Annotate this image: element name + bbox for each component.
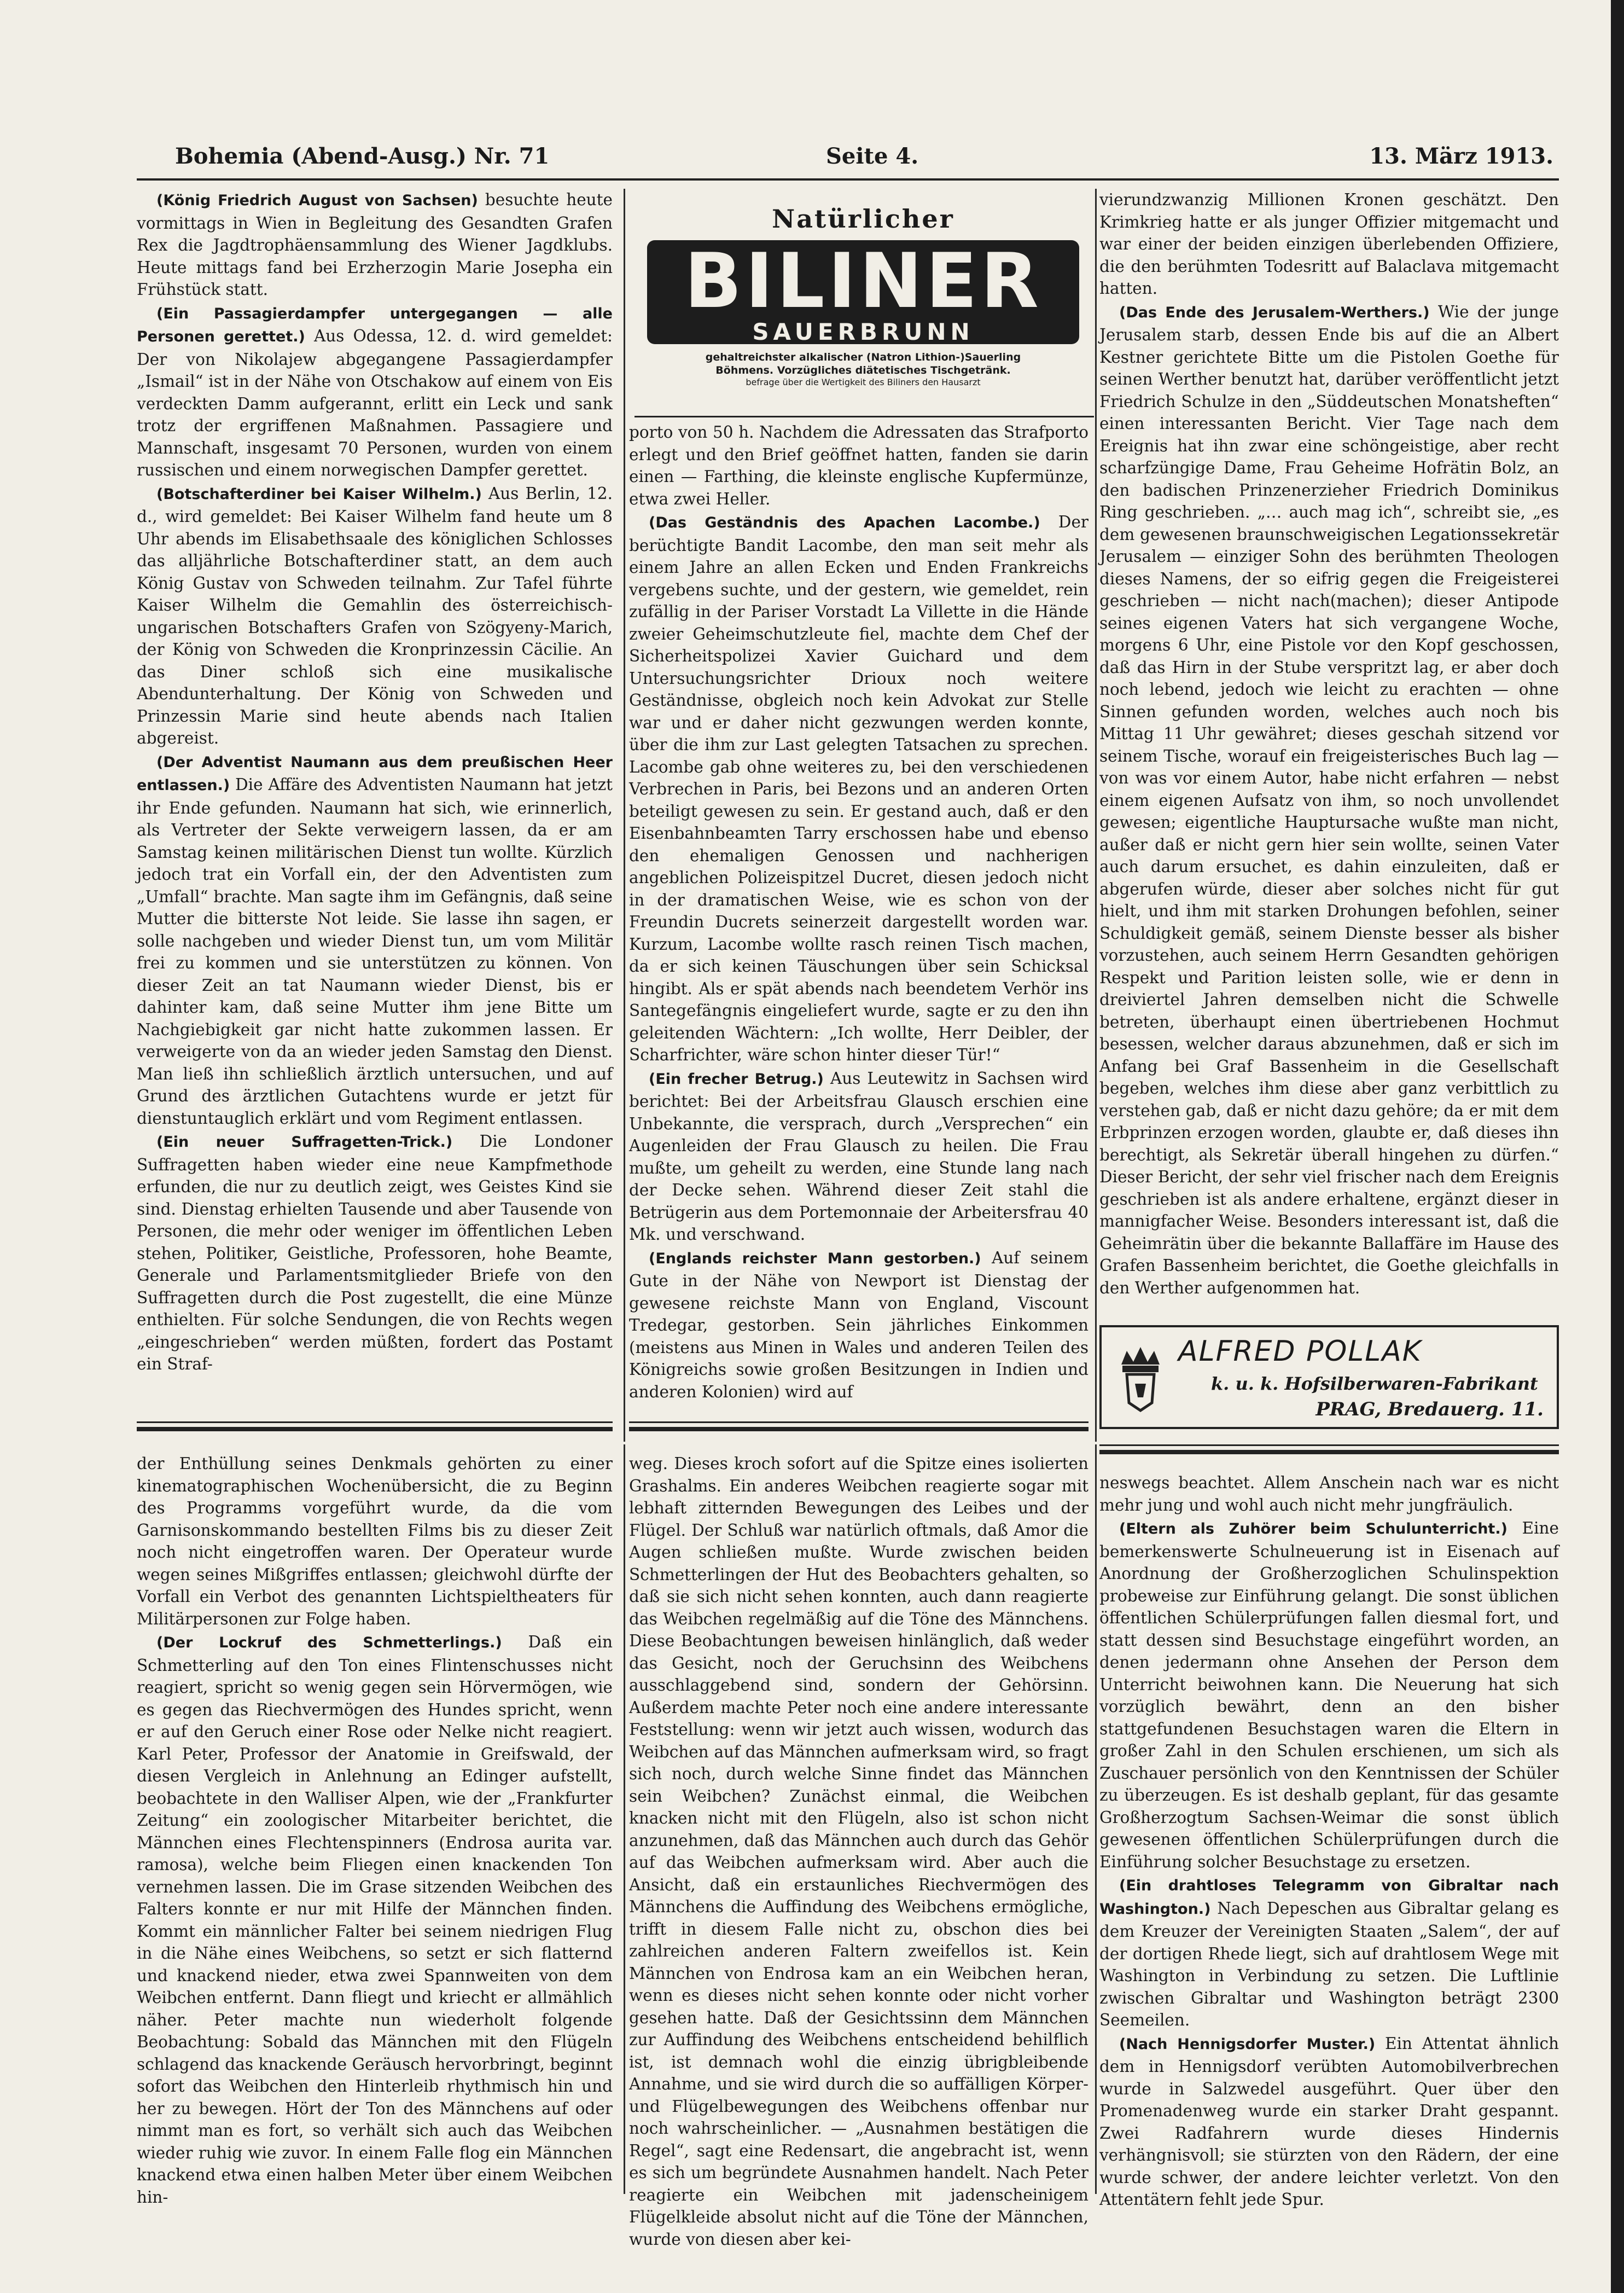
article-body: vierundzwanzig Millionen Kronen geschätzt. Den Krimkrieg hatte er als junger Offizier mitgemacht und war einer der beiden einzigen überlebenden Offiziere, die den berühmten Todesritt auf Balaclava mitgemacht hatten.: [1099, 190, 1559, 298]
article-paragraph: [137, 1631, 613, 2208]
article-body: porto von 50 h. Nachdem die Adressaten das Strafporto erlegt und den Brief geöffnet hatten, fanden sie darin einen — Farthing, die kleinste englische Kupfermünze, etwa zwei Heller.: [629, 423, 1089, 508]
article-body: neswegs beachtet. Allem Anschein nach war es nicht mehr jung und wohl auch nicht mehr jungfräulich.: [1099, 1473, 1559, 1514]
bottom-column-1: [137, 1453, 613, 2207]
page-edge-shadow: [1611, 0, 1624, 2293]
header-edition: Bohemia (Abend-Ausg.) Nr. 71: [175, 143, 550, 169]
ad-biliner-pre: Natürlicher: [772, 204, 954, 234]
article-title: (König Friedrich August von Sachsen): [156, 192, 478, 209]
article-paragraph: [1099, 1472, 1559, 1516]
pollak-advertisement: [1099, 1325, 1559, 1429]
article-body: Wie der junge Jerusalem starb, dessen Ende bis auf die an Albert Kestner gerichtete Bitte um die Pistolen Goethe für seinen Werther benutzt hat, darüber veröffentlicht jetzt Friedrich Schulze in den „Süddeutschen Monatsheften“ einen interessanten Bericht. Vier Tage nach dem Ereignis hat ihn zwar eine schöngeistige, aber recht scharfzüngige Dame, Frau Geheime Hofrätin Bolz, an den badischen Prinzenerzieher Friedrich Dominikus Ring geschrieben. „… auch mag ich“, schreibt sie, „es dem gewesenen braunschweigischen Legationssekretär Jerusalem — einziger Sohn des berühmten Theologen dieses Namens, der so eifrig gegen die Freigeisterei geschrieben — nicht nach(machen); dieser Antipode seines eigenen Vaters hat sich vergangene Woche, morgens 6 Uhr, eine Pistole vor den Kopf geschossen, daß das Hirn in der Stube verspritzt lag, er aber doch noch lebend, jedoch wie leicht zu erachten — ohne Sinnen gefunden worden, welches auch noch bis Mittag 11 Uhr gewähret; dieses geschah sitzend vor seinem Tische, worauf ein freigeisterisches Buch lag — von was vor einem Autor, habe nicht erfahren — nebst einem eigenen Aufsatz von ihm, so noch unvollendet gewesen; eigentliche Hauptursache wußte man nicht, außer daß er nicht gern hier sein wollte, seinen Vater auch darum ersuchet, es dahin einzuleiten, daß er abgerufen würde, dieser aber solches nicht für gut hielt, und ihm mit starken Drohungen befohlen, seiner Schuldigkeit gemäß, seinem Dienste besser als bisher vorzustehen, auch seinem Herrn Gesandten gehörigen Respekt und Parition leisten solle, wie er denn in dreiviertel Jahren demselben nicht die Schwelle betreten, überhaupt einen übertriebenen Hochmut besessen, welcher daraus abzunehmen, daß er sich im Anfang bei Graf Bassenheim in die Gesellschaft begeben, welches ihm diese aber ganz verbittlich zu verstehen gab, daß er nicht dazu gehöre; da er mit dem Erbprinzen erzogen worden, glaubte er, daß dieses ihn berechtigt, als Sekretär überall hingehen zu dürfen.“ Dieser Bericht, der sehr viel frischer nach dem Ereignis geschrieben ist als andere erhaltene, ergänzt dieser in mannigfacher Weise. Besonders interessant ist, daß die Geheimrätin über die bekannte Ballaffäre im Hause des Grafen Bassenheim berichtet, die Goethe gleichfalls in den Werther aufgenommen hat.: [1099, 302, 1559, 1297]
article-title: (Ein frecher Betrug.): [649, 1070, 824, 1088]
article-body: der Enthüllung seines Denkmals gehörten zu einer kinematographischen Wochenübersicht, die zu Beginn des Programms vorgeführt wurde, da die vom Garnisonskommando bestellten Films bis zu dieser Zeit noch nicht eingetroffen waren. Der Operateur wurde wegen seines Mißgriffes entlassen; gleichwohl dürfte der Vorfall ein Verbot des genannten Lichtspieltheaters für Militärpersonen zur Folge haben.: [137, 1454, 613, 1628]
article-title: (Das Ende des Jerusalem-Werthers.): [1119, 304, 1430, 321]
article-paragraph: [137, 1453, 613, 1630]
article-body: Aus Berlin, 12. d., wird gemeldet: Bei Kaiser Wilhelm fand heute um 8 Uhr abends im Elisabethsaale des königlichen Schlosses das alljährliche Botschafterdiner statt, an dem auch König Gustav von Schweden teilnahm. Zur Tafel führte Kaiser Wilhelm die Gemahlin des österreichisch-ungarischen Botschafters Grafen von Szögyeny-Marich, der König von Schweden die Kronprinzessin Cäcilie. An das Diner schloß sich eine musikalische Abendunterhaltung. Der König von Schweden und Prinzessin Marie sind heute abends nach Italien abgereist.: [137, 484, 613, 747]
article-title: (Das Geständnis des Apachen Lacombe.): [649, 514, 1040, 531]
article-paragraph: [137, 1130, 613, 1375]
article-paragraph: [629, 1067, 1089, 1246]
header-date: 13. März 1913.: [1369, 143, 1553, 169]
column-rule: [624, 1444, 625, 2194]
ad-biliner-line1: gehaltreichster alkalischer (Natron Lithion-)Sauerling: [705, 351, 1021, 363]
article-body: Der berüchtigte Bandit Lacombe, den man seit mehr als einem Jahre an allen Ecken und Enden Frankreichs vergebens suchte, und der gestern, wie gemeldet, rein zufällig in der Pariser Vorstadt La Villette in die Hände zweier Geheimschutzleute fiel, machte dem Chef der Sicherheitspolizei Xavier Guichard und dem Untersuchungsrichter Drioux noch weitere Geständnisse, obgleich noch kein Advokat zur Stelle war und er daher nicht gezwungen werden konnte, über die ihm zur Last gelegten Tatsachen zu sprechen. Lacombe gab ohne weiteres zu, bei den verschiedenen Verbrechen in Paris, bei Bezons und an anderen Orten beteiligt gewesen zu sein. Er gestand auch, daß er den Eisenbahnbeamten Tarry erschossen habe und ebenso den ehemaligen Genossen und nachherigen angeblichen Polizeispitzel Ducret, diesen jedoch nicht in der dramatischen Weise, wie es schon von der Freundin Ducrets seinerzeit dargestellt worden war. Kurzum, Lacombe wollte rasch reinen Tisch machen, da er sich keinen Täuschungen über sein Schicksal hingibt. Als er spät abends nach beendetem Verhör ins Santegefängnis eingeliefert wurde, sagte er zu den ihn geleitenden Wächtern: „Ich wollte, Herr Deibler, der Scharfrichter, wäre schon hinter dieser Tür!“: [629, 513, 1089, 1064]
article-body: Aus Leutewitz in Sachsen wird berichtet: Bei der Arbeitsfrau Glausch erschien eine Unbekannte, die versprach, durch „Versprechen“ ein Augenleiden der Frau Glausch zu heilen. Die Frau mußte, um geheilt zu werden, eine Stunde lang nach der Decke sehen. Während dieser Zeit stahl die Betrügerin aus dem Portemonnaie der Arbeitersfrau 40 Mk. und verschwand.: [629, 1069, 1089, 1244]
section-separator-rule: [137, 1421, 613, 1431]
column-rule: [624, 189, 625, 1442]
article-paragraph: [137, 483, 613, 750]
ad-biliner-sub: SAUERBRUNN: [752, 318, 974, 345]
article-paragraph: [137, 751, 613, 1130]
article-body: Nach Depeschen aus Gibraltar gelang es dem Kreuzer der Vereinigten Staaten „Salem“, der auf der dortigen Rhede liegt, sich auf drahtlosem Wege mit Washington in Verbindung zu setzen. Die Luftlinie zwischen Gibraltar und Washington beträgt 2300 Seemeilen.: [1099, 1899, 1559, 2029]
article-body: besuchte heute vormittags in Wien in Begleitung des Gesandten Grafen Rex die Jagdtrophäensammlung des Wiener Jagdklubs. Heute mittags fand bei Erzherzogin Marie Josepha ein Frühstück statt.: [137, 190, 613, 299]
biliner-advertisement: [633, 194, 1093, 413]
article-paragraph: [1099, 1517, 1559, 1873]
article-title: (Botschafterdiner bei Kaiser Wilhelm.): [156, 485, 482, 503]
top-column-1: [137, 189, 613, 1417]
column-rule: [1095, 189, 1097, 1442]
ad-biliner-line2: Böhmens. Vorzügliches diätetisches Tischgetränk.: [715, 364, 1011, 376]
page-header: [175, 143, 1553, 176]
article-title: (Der Adventist Naumann aus dem preußischen Heer entlassen.): [137, 753, 613, 794]
article-title: (Englands reichster Mann gestorben.): [649, 1250, 981, 1267]
top-column-2: [629, 421, 1089, 1417]
top-column-3: [1099, 189, 1559, 1310]
header-rule: [137, 178, 1559, 181]
article-body: Auf seinem Gute in der Nähe von Newport ist Dienstag der gewesene reichste Mann von England, Viscount Tredegar, gestorben. Sein jährliches Einkommen (meistens aus Minen in Wales und anderen Teilen des Königreichs sowie großen Besitzungen in Indien und anderen Kolonien) wird auf: [629, 1248, 1089, 1401]
ad-pollak-line2: k. u. k. Hofsilberwaren-Fabrikant: [1211, 1373, 1538, 1394]
bottom-column-2: [629, 1453, 1089, 2249]
article-title: (Ein Passagierdampfer untergegangen — alle Personen gerettet.): [137, 305, 613, 345]
article-title: (Eltern als Zuhörer beim Schulunterricht.): [1119, 1520, 1507, 1537]
article-paragraph: [137, 302, 613, 481]
ad-pollak-name: ALFRED POLLAK: [1178, 1335, 1422, 1368]
article-title: (Ein drahtloses Telegramm von Gibraltar nach Washington.): [1099, 1877, 1559, 1918]
article-paragraph: [629, 1453, 1089, 2250]
article-body: weg. Dieses kroch sofort auf die Spitze eines isolierten Grashalms. Ein anderes Weibchen reagierte sogar mit lebhaft zitternden Bewegungen des Leibes und der Flügel. Der Schluß war natürlich oftmals, daß Amor die Augen schließen mußte. Wurde zwischen beiden Schmetterlingen der Hut des Beobachters gehalten, so daß sie sich nicht sehen konnten, auch dann reagierte das Weibchen regelmäßig auf die Töne des Männchens. Diese Beobachtungen beweisen hinlänglich, daß weder das Gesicht, noch der Geruchsinn des Weibchens ausschlaggebend sind, sondern der Gehörsinn. Außerdem machte Peter noch eine andere interessante Feststellung: wenn wir jetzt auch wissen, wodurch das Weibchen auf das Männchen aufmerksam wird, so fragt sich noch, durch welche Sinne findet das Männchen sein Weibchen? Zunächst einmal, die Weibchen knacken nicht mit den Flügeln, also ist schon nicht anzunehmen, daß das Männchen auch durch das Gehör auf das Weibchen aufmerksam wird. Aber auch die Ansicht, daß ein erstaunliches Riechvermögen des Männchens die Auffindung des Weibchens ermögliche, trifft in diesem Falle nicht zu, obschon dies bei zahlreichen anderen Faltern zweifellos ist. Kein Männchen von Endrosa kam an ein Weibchen heran, wenn es dieses nicht sehen konnte oder nicht vorher gesehen hatte. Daß der Gesichtssinn dem Männchen zur Auffindung des Weibchens entscheidend behilflich ist, ist demnach wohl die einzig übrigbleibende Annahme, und sie wird durch die so auffälligen Körper- und Flügelbewegungen des Weibchens offenbar nur noch wahrscheinlicher. — „Ausnahmen bestätigen die Regel“, sagt eine Redensart, die angebracht ist, wenn es sich um begründete Ausnahmen handelt. Nach Peter reagierte ein Weibchen mit jadenscheinigem Flügelkleide absolut nicht auf die Töne der Männchen, wurde von diesen aber kei-: [629, 1454, 1089, 2249]
article-title: (Der Lockruf des Schmetterlings.): [156, 1634, 502, 1651]
ad-biliner-line3: befrage über die Wertigkeit des Biliners den Hausarzt: [746, 377, 981, 387]
header-page-number: Seite 4.: [826, 143, 919, 169]
section-separator-rule: [629, 1421, 1089, 1431]
article-paragraph: [1099, 1874, 1559, 2031]
article-paragraph: [629, 511, 1089, 1066]
article-body: Aus Odessa, 12. d. wird gemeldet: Der von Nikolajew abgegangene Passagierdampfer „Ismail“ ist in der Nähe von Otschakow auf einem von Eis verdeckten Damm aufgerannt, erlitt ein Leck und sank trotz der ergriffenen Maßnahmen. Passagiere und Mannschaft, insgesamt 70 Personen, wurden von einem russischen und einem norwegischen Dampfer gerettet.: [137, 327, 613, 479]
section-separator-rule: [1099, 1444, 1559, 1454]
crown-emblem-icon: [1116, 1343, 1165, 1414]
article-paragraph: [1099, 189, 1559, 300]
article-title: (Ein neuer Suffragetten-Trick.): [156, 1134, 453, 1151]
article-paragraph: [1099, 2033, 1559, 2211]
ad-separator-rule: [635, 416, 1094, 419]
column-rule: [1095, 1444, 1097, 2194]
bottom-column-3: [1099, 1472, 1559, 2209]
ad-pollak-line3: PRAG, Bredauerg. 11.: [1316, 1398, 1544, 1420]
article-paragraph: [629, 1247, 1089, 1403]
article-body: Die Londoner Suffragetten haben wieder eine neue Kampfmethode erfunden, die nur zu deutlich zeigt, wes Geistes Kind sie sind. Dienstag erhielten Tausende und aber Tausende von Personen, die mehr oder weniger im öffentlichen Leben stehen, Politiker, Geistliche, Professoren, hohe Beamte, Generale und Parlamentsmitglieder Briefe von den Suffragetten durch die Post zugestellt, die eine Münze enthielten. Für solche Sendungen, die von Rechts wegen „eingeschrieben“ werden müßten, fordert das Postamt ein Straf-: [137, 1132, 613, 1373]
article-paragraph: [1099, 301, 1559, 1299]
article-body: Eine bemerkenswerte Schulneuerung ist in Eisenach auf Anordnung der Großherzoglichen Schulinspektion probeweise zur Einführung gelangt. Die sonst üblichen öffentlichen Schülerprüfungen fallen diesmal fort, und statt dessen sind Besuchstage eingeführt worden, an denen jedermann ohne Ansehen der Person dem Unterricht beiwohnen kann. Die Neuerung hat sich vorzüglich bewährt, denn an den bisher stattgefundenen Besuchstagen waren die Eltern in großer Zahl in den Schulen erschienen, um sich als Zuschauer persönlich von den Kenntnissen der Schüler zu überzeugen. Es ist deshalb geplant, für das gesamte Großherzogtum Sachsen-Weimar die sonst üblich gewesenen öffentlichen Schülerprüfungen durch die Einführung solcher Besuchstage zu ersetzen.: [1099, 1519, 1559, 1871]
article-body: Daß ein Schmetterling auf den Ton eines Flintenschusses nicht reagiert, spricht so wenig gegen sein Hörvermögen, wie es gegen das Riechvermögen des Hundes spricht, wenn er auf den Geruch einer Rose oder Nelke nicht reagiert. Karl Peter, Professor der Anatomie in Greifswald, der diesen Vergleich in Anlehnung an Edinger aufstellt, beobachtete in den Walliser Alpen, wie der „Frankfurter Zeitung“ ein zoologischer Mitarbeiter berichtet, die Männchen eines Flechtenspinners (Endrosa aurita var. ramosa), welche beim Fliegen einen knackenden Ton vernehmen lassen. Die im Grase sitzenden Weibchen des Falters konnte er nur mit Hilfe der Männchen finden. Kommt ein männlicher Falter bei seinem niedrigen Flug in die Nähe eines Weibchens, so setzt er sich flatternd und knackend nieder, etwa zwei Spannweiten von dem Weibchen entfernt. Dann fliegt und kriecht er allmählich näher. Peter machte nun wiederholt folgende Beobachtung: Sobald das Männchen mit den Flügeln schlagend das knackende Geräusch hervorbringt, beginnt sofort das Weibchen den Hinterleib rhythmisch hin und her zu bewegen. Hört der Ton des Männchens auf oder nimmt man es fort, so verhält sich auch das Weibchen wieder ruhig wie zuvor. In einem Falle flog ein Männchen knackend etwa einen halben Meter über einem Weibchen hin-: [137, 1633, 613, 2207]
article-title: (Nach Hennigsdorfer Muster.): [1119, 2035, 1376, 2053]
article-body: Die Affäre des Adventisten Naumann hat jetzt ihr Ende gefunden. Naumann hat sich, wie erinnerlich, als Vertreter der Sekte verweigern lassen, da er am Samstag keinen militärischen Dienst tun wollte. Kürzlich jedoch trat ein Vorfall ein, der den Adventisten zum „Umfall“ brachte. Man sagte ihm im Gefängnis, daß seine Mutter die bitterste Not leide. Sie lasse ihn sagen, er solle nachgeben und wieder Dienst tun, um vom Militär frei zu kommen und sie unterstützen zu können. Von dieser Zeit an tat Naumann wieder Dienst, bis er dahinter kam, daß seine Mutter ihm jene Bitte um Nachgiebigkeit gar nicht hatte zukommen lassen. Er verweigerte von da an wieder jeden Samstag den Dienst. Man ließ ihn schließlich ärztlich untersuchen, und auf Grund des ärztlichen Gutachtens wurde er jetzt für dienstuntauglich erklärt und vom Regiment entlassen.: [137, 775, 613, 1128]
ad-biliner-brand: BILINER: [684, 237, 1042, 325]
article-body: Ein Attentat ähnlich dem in Hennigsdorf verübten Automobilverbrechen wurde in Salzwedel ausgeführt. Quer über den Promenadenweg wurde ein starker Draht gespannt. Zwei Radfahrern wurde dieses Hindernis verhängnisvoll; sie stürzten von den Rädern, der eine wurde schwer, der andere leichter verletzt. Von den Attentätern fehlt jede Spur.: [1099, 2034, 1559, 2209]
article-paragraph: [137, 189, 613, 301]
article-paragraph: [629, 421, 1089, 510]
ad-biliner-logo: [647, 237, 1079, 345]
